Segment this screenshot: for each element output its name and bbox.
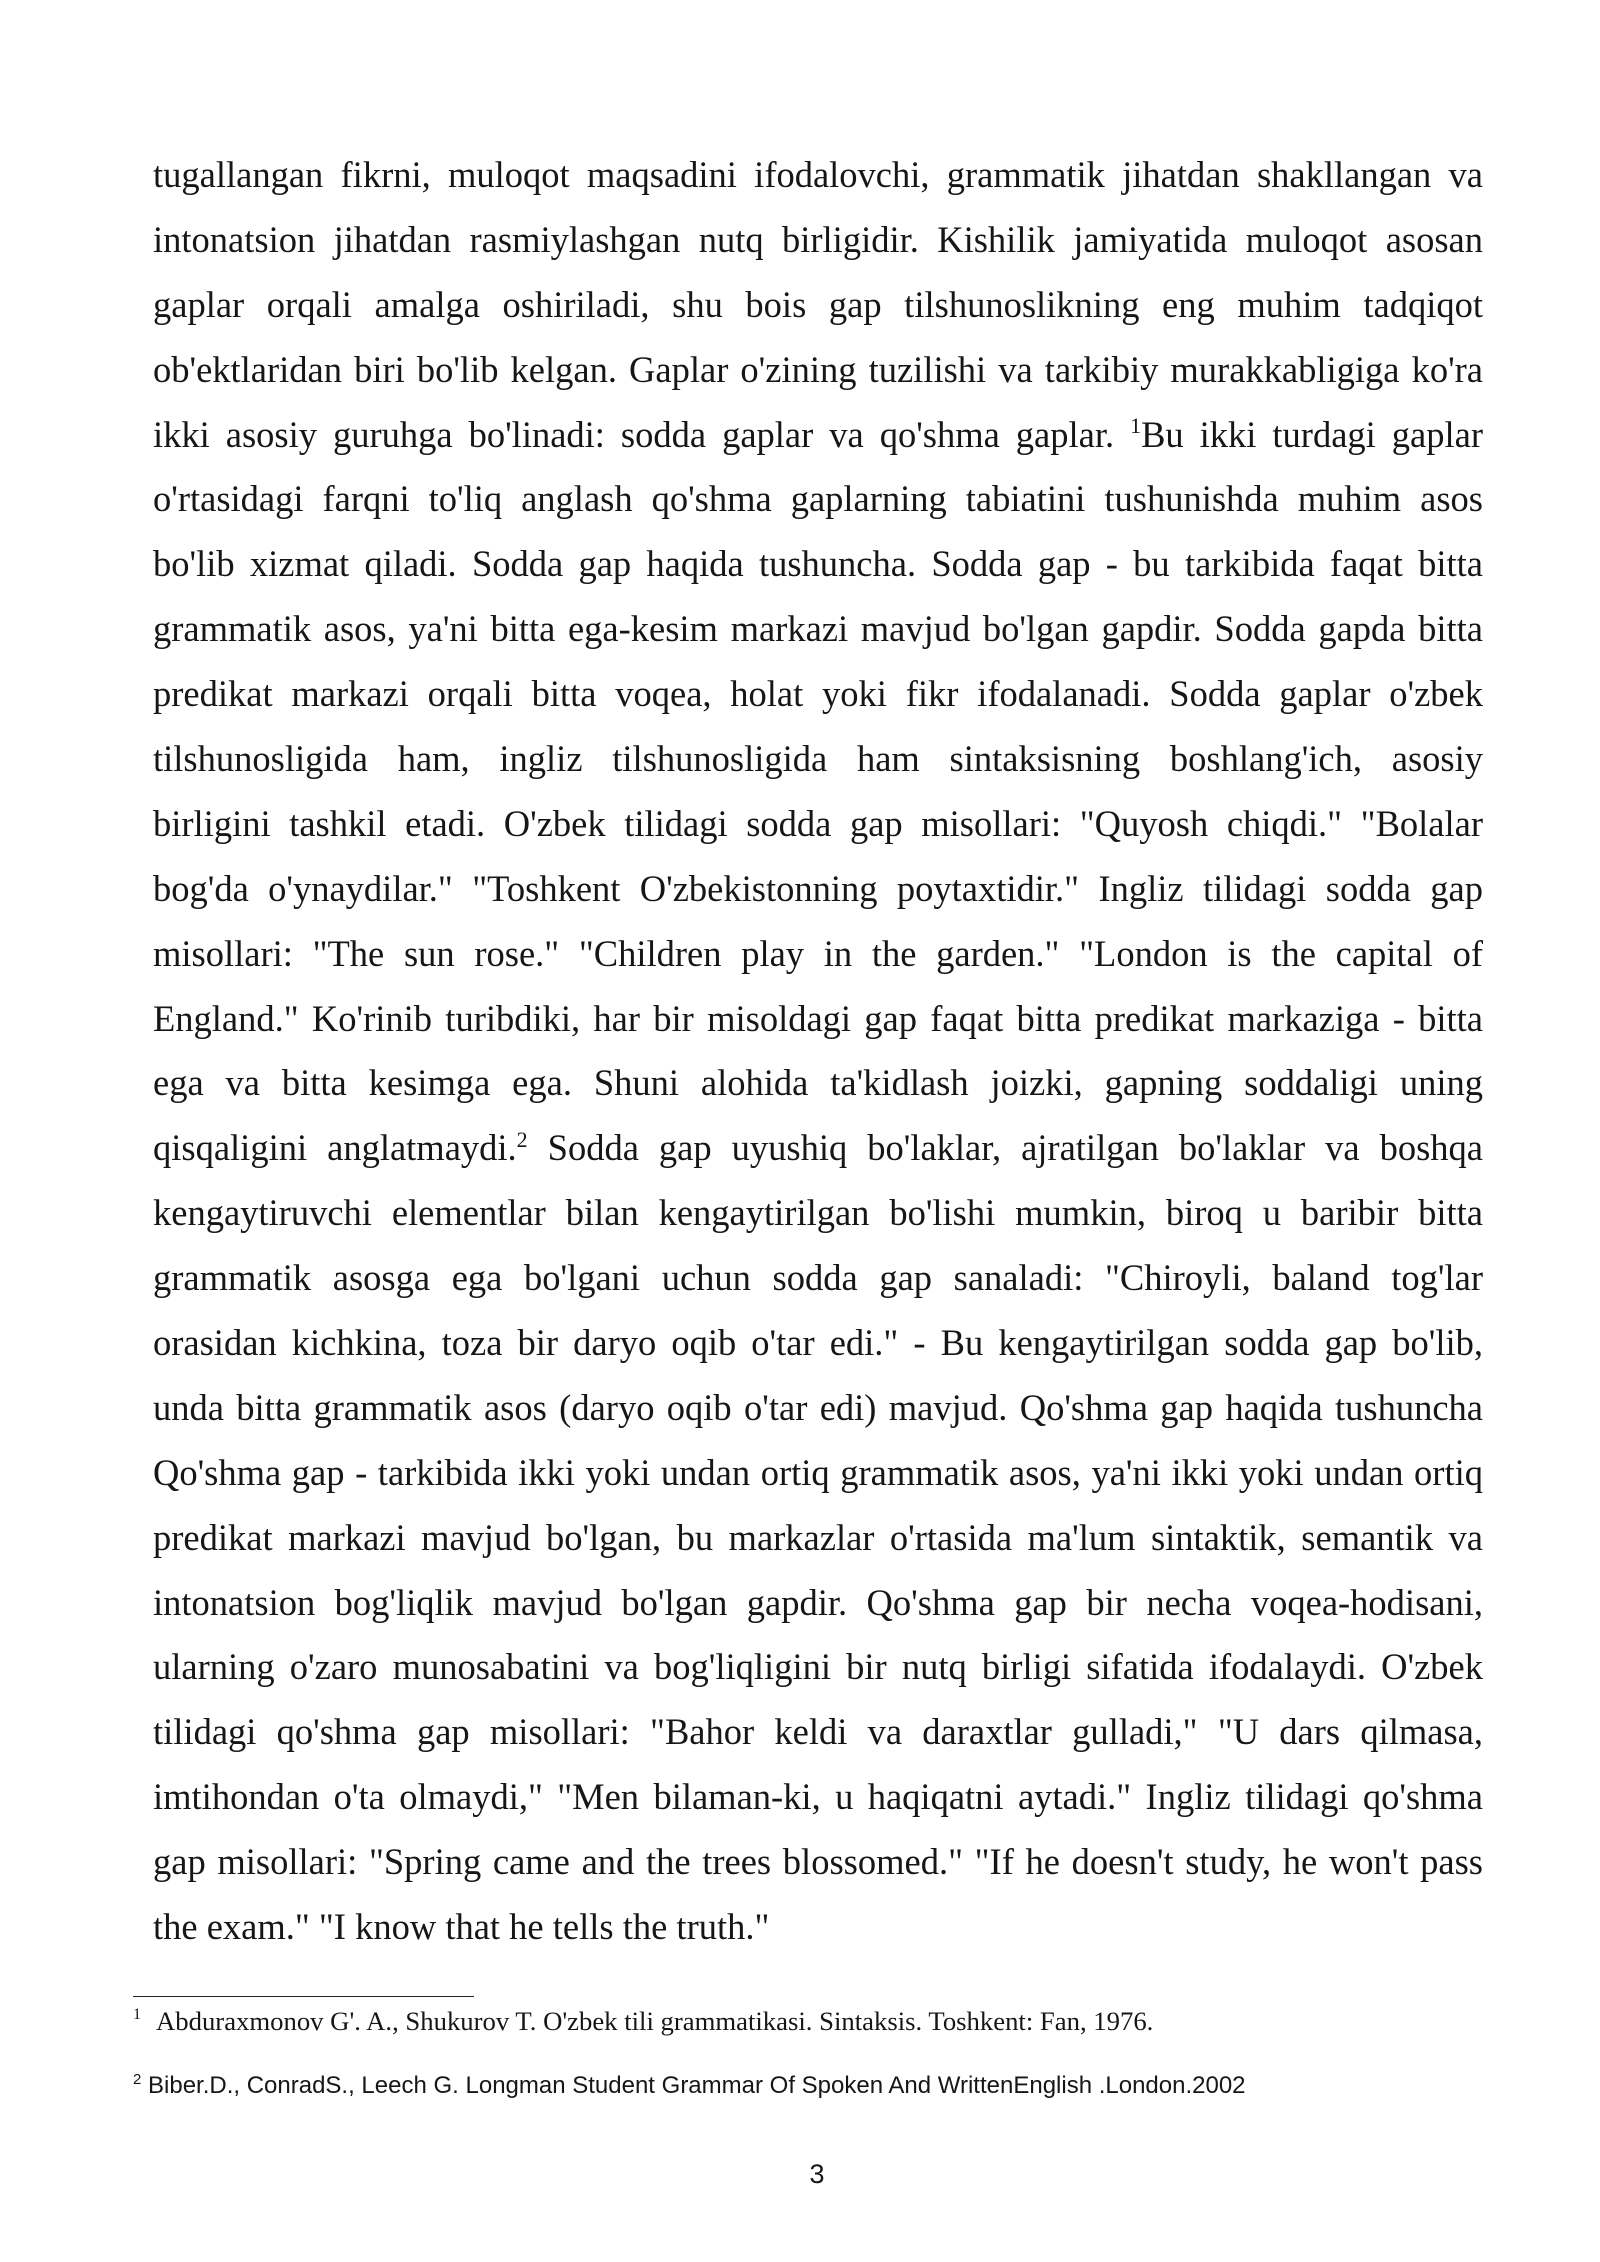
text-segment: Sodda gap uyushiq bo'laklar, ajratilgan bo'laklar va boshqa [527, 1127, 1483, 1169]
text-segment: ikki asosiy guruhga bo'linadi: sodda gaplar va qo'shma gaplar. [153, 413, 1131, 455]
text-line: predikat markazi orqali bitta voqea, holat yoki fikr ifodalanadi. Sodda gaplar o'zbek [153, 673, 1483, 715]
text-line: unda bitta grammatik asos (daryo oqib o'tar edi) mavjud. Qo'shma gap haqida tushuncha [153, 1386, 1483, 1428]
text-line: o'rtasidagi farqni to'liq anglash qo'shma gaplarning tabiatini tushunishda muhim asos [153, 478, 1483, 520]
text-line: ega va bitta kesimga ega. Shuni alohida ta'kidlash joizki, gapning soddaligi uning [153, 1062, 1483, 1104]
text-line [153, 403, 1483, 468]
text-line: grammatik asos, ya'ni bitta ega-kesim markazi mavjud bo'lgan gapdir. Sodda gapda bitta [153, 608, 1483, 650]
footnote-reference: 2 [516, 1126, 528, 1152]
text-line: bo'lib xizmat qiladi. Sodda gap haqida tushuncha. Sodda gap - bu tarkibida faqat bitta [153, 543, 1483, 585]
text-line: misollari: "The sun rose." "Children play in the garden." "London is the capital of [153, 932, 1483, 974]
text-line: predikat markazi mavjud bo'lgan, bu markazlar o'rtasida ma'lum sintaktik, semantik va [153, 1516, 1483, 1558]
footnote: 2 Biber.D., ConradS., Leech G. Longman Student Grammar Of Spoken And WrittenEnglish .London.2002 [133, 2071, 1246, 2099]
body-text [153, 143, 1483, 1960]
text-line: bog'da o'ynaydilar." "Toshkent O'zbekistonning poytaxtidir." Ingliz tilidagi sodda gap [153, 867, 1483, 909]
footnote-text: Biber.D., ConradS., Leech G. Longman Student Grammar Of Spoken And WrittenEnglish .London.2002 [148, 2072, 1246, 2099]
text-segment: Bu ikki turdagi gaplar [1141, 413, 1483, 455]
text-line: intonatsion bog'liqlik mavjud bo'lgan gapdir. Qo'shma gap bir necha voqea-hodisani, [153, 1581, 1483, 1623]
text-line: tilshunosligida ham, ingliz tilshunosligida ham sintaksisning boshlang'ich, asosiy [153, 738, 1483, 780]
text-line: England." Ko'rinib turibdiki, har bir misoldagi gap faqat bitta predikat markaziga - bitta [153, 997, 1483, 1039]
text-line: intonatsion jihatdan rasmiylashgan nutq birligidir. Kishilik jamiyatida muloqot asosan [153, 218, 1483, 260]
footnote: 1 Abduraxmonov G'. A., Shukurov T. O'zbek tili grammatikasi. Sintaksis. Toshkent: Fan, 1976. [133, 2006, 1154, 2036]
text-line: imtihondan o'ta olmaydi," "Men bilaman-ki, u haqiqatni aytadi." Ingliz tilidagi qo'shma [153, 1776, 1483, 1818]
page-number: 3 [809, 2159, 825, 2189]
text-line: grammatik asosga ega bo'lgani uchun sodda gap sanaladi: "Chiroyli, baland tog'lar [153, 1257, 1483, 1299]
text-line: ularning o'zaro munosabatini va bog'liqligini bir nutq birligi sifatida ifodalaydi. O'zbek [153, 1646, 1483, 1688]
text-line: gap misollari: "Spring came and the trees blossomed." "If he doesn't study, he won't pass [153, 1841, 1483, 1883]
footnote-separator [133, 1996, 474, 1997]
footnote-reference: 1 [1130, 413, 1142, 438]
text-line: orasidan kichkina, toza bir daryo oqib o'tar edi." - Bu kengaytirilgan sodda gap bo'lib, [153, 1322, 1483, 1364]
text-line: tilidagi qo'shma gap misollari: "Bahor keldi va daraxtlar gulladi," "U dars qilmasa, [153, 1711, 1483, 1753]
text-line: kengaytiruvchi elementlar bilan kengaytirilgan bo'lishi mumkin, biroq u baribir bitta [153, 1192, 1483, 1234]
text-line: ob'ektlaridan biri bo'lib kelgan. Gaplar o'zining tuzilishi va tarkibiy murakkabligiga ko'ra [153, 348, 1483, 390]
text-line [153, 1116, 1483, 1181]
text-line: birligini tashkil etadi. O'zbek tilidagi sodda gap misollari: "Quyosh chiqdi." "Bolalar [153, 802, 1483, 844]
text-line: tugallangan fikrni, muloqot maqsadini ifodalovchi, grammatik jihatdan shakllangan va [153, 154, 1483, 195]
text-line: the exam." "I know that he tells the truth." [153, 1906, 770, 1948]
text-line: gaplar orqali amalga oshiriladi, shu bois gap tilshunoslikning eng muhim tadqiqot [153, 283, 1483, 325]
text-segment: qisqaligini anglatmaydi. [153, 1127, 517, 1169]
text-line: Qo'shma gap - tarkibida ikki yoki undan ortiq grammatik asos, ya'ni ikki yoki undan ortiq [153, 1451, 1483, 1493]
footnote-text: Abduraxmonov G'. A., Shukurov T. O'zbek tili grammatikasi. Sintaksis. Toshkent: Fan, 1976. [156, 2006, 1154, 2036]
